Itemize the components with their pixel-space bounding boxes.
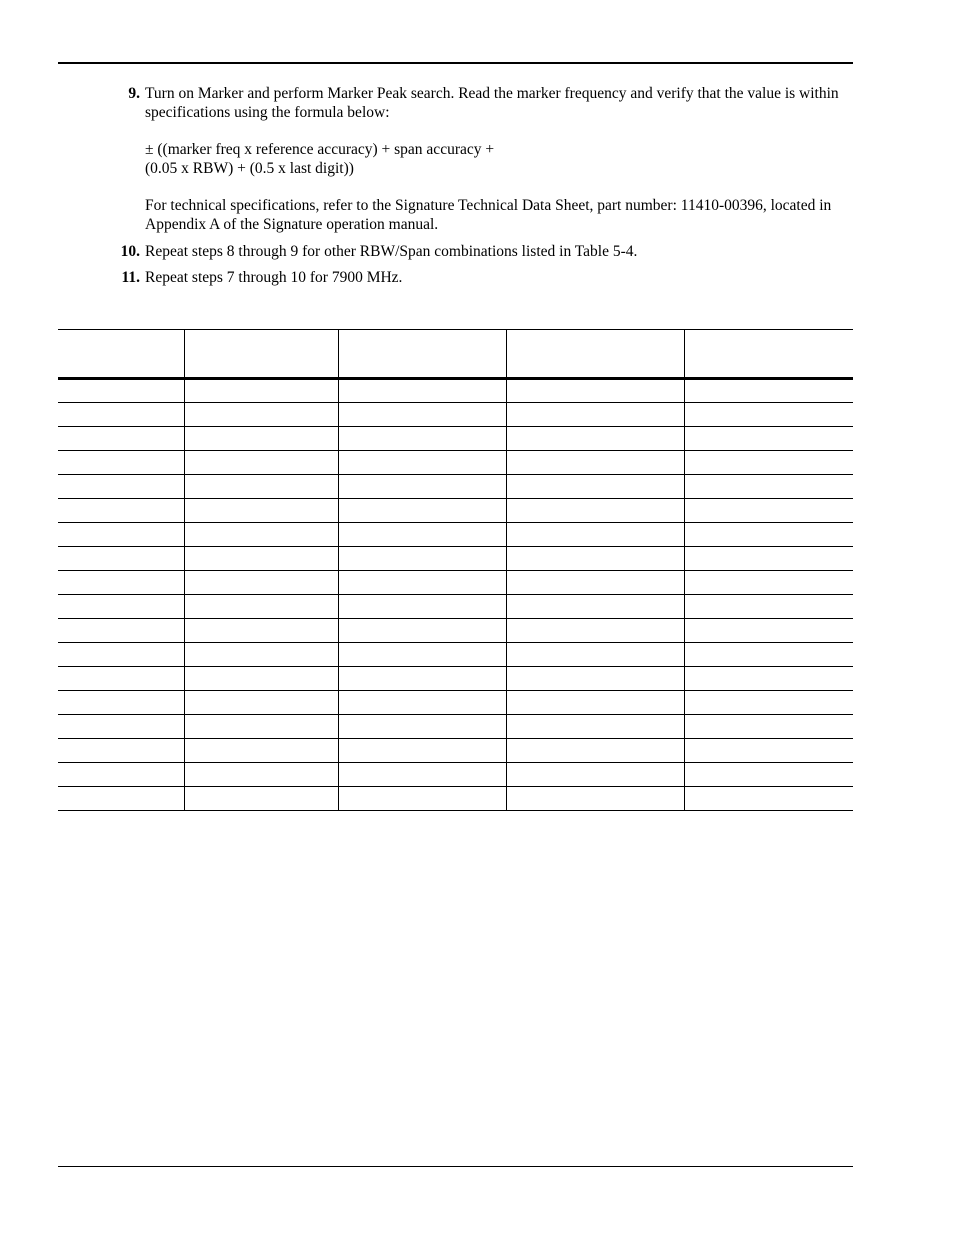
formula-line-2: (0.05 x RBW) + (0.5 x last digit)): [145, 160, 354, 177]
footer-rule: [58, 1166, 853, 1167]
table-cell: [58, 787, 184, 811]
step-9: [128, 84, 853, 122]
table-header-cell: [58, 330, 184, 379]
table-cell: [684, 619, 853, 643]
table-row: [58, 667, 853, 691]
table-row: [58, 451, 853, 475]
table-row: [58, 739, 853, 763]
specifications-note: For technical specifications, refer to the Signature Technical Data Sheet, part number: 11410-00396, located in Appendix A of the Signature operation manual.: [145, 197, 832, 233]
table-cell: [58, 763, 184, 787]
table-row: [58, 715, 853, 739]
table-cell: [684, 403, 853, 427]
table-cell: [506, 571, 684, 595]
table-cell: [684, 547, 853, 571]
table-cell: [338, 547, 506, 571]
table-cell: [338, 715, 506, 739]
table-cell: [684, 643, 853, 667]
table-cell: [58, 379, 184, 403]
table-row: [58, 763, 853, 787]
table-row: [58, 691, 853, 715]
table-cell: [506, 691, 684, 715]
table-header-cell: [338, 330, 506, 379]
table-cell: [338, 499, 506, 523]
table-cell: [338, 571, 506, 595]
table-cell: [58, 499, 184, 523]
table-cell: [184, 739, 338, 763]
table-cell: [58, 643, 184, 667]
table-row: [58, 787, 853, 811]
table-cell: [184, 715, 338, 739]
table-cell: [184, 571, 338, 595]
formula-line-1: ± ((marker freq x reference accuracy) + span accuracy +: [145, 141, 495, 158]
table-cell: [184, 667, 338, 691]
table-cell: [58, 691, 184, 715]
table-cell: [506, 499, 684, 523]
table-cell: [184, 595, 338, 619]
table-cell: [506, 427, 684, 451]
table-cell: [506, 763, 684, 787]
step-number: 9.: [128, 85, 140, 102]
header-rule: [58, 62, 853, 64]
table-row: [58, 595, 853, 619]
table-cell: [58, 667, 184, 691]
table-cell: [338, 691, 506, 715]
table-row: [58, 523, 853, 547]
table-cell: [684, 379, 853, 403]
table-row: [58, 475, 853, 499]
table-cell: [58, 547, 184, 571]
table-cell: [506, 787, 684, 811]
table-cell: [184, 379, 338, 403]
table-cell: [184, 499, 338, 523]
table-row: [58, 499, 853, 523]
table-cell: [684, 475, 853, 499]
table-cell: [684, 691, 853, 715]
table-cell: [338, 475, 506, 499]
table-cell: [506, 643, 684, 667]
table-cell: [684, 667, 853, 691]
table-cell: [184, 547, 338, 571]
step-number: 10.: [120, 243, 140, 260]
table-cell: [684, 571, 853, 595]
table-cell: [58, 451, 184, 475]
table-cell: [338, 763, 506, 787]
table-cell: [184, 451, 338, 475]
step-number: 11.: [121, 269, 140, 286]
table-cell: [184, 427, 338, 451]
table-cell: [506, 379, 684, 403]
table-cell: [184, 619, 338, 643]
step-text: Repeat steps 8 through 9 for other RBW/Span combinations listed in Table 5-4.: [145, 243, 638, 260]
table-cell: [338, 595, 506, 619]
table-cell: [184, 763, 338, 787]
table-cell: [58, 427, 184, 451]
table-cell: [58, 571, 184, 595]
table-cell: [506, 547, 684, 571]
table-cell: [684, 715, 853, 739]
table-cell: [58, 523, 184, 547]
table-cell: [506, 523, 684, 547]
table-cell: [506, 475, 684, 499]
table-row: [58, 427, 853, 451]
step-11: [121, 268, 853, 287]
table-cell: [684, 763, 853, 787]
table-cell: [58, 403, 184, 427]
table-header-cell: [184, 330, 338, 379]
table-cell: [684, 499, 853, 523]
step-text: Repeat steps 7 through 10 for 7900 MHz.: [145, 269, 403, 286]
table-cell: [338, 619, 506, 643]
table-cell: [338, 427, 506, 451]
table-cell: [338, 523, 506, 547]
table-cell: [684, 451, 853, 475]
table-cell: [58, 619, 184, 643]
step-10: [120, 242, 853, 261]
table-cell: [506, 619, 684, 643]
table-cell: [338, 451, 506, 475]
table-row: [58, 643, 853, 667]
table-cell: [184, 403, 338, 427]
table-body: [58, 379, 853, 811]
table-cell: [506, 403, 684, 427]
table-cell: [506, 739, 684, 763]
table-cell: [684, 787, 853, 811]
table-cell: [338, 379, 506, 403]
table-cell: [338, 667, 506, 691]
table-cell: [184, 523, 338, 547]
results-table: [58, 329, 853, 811]
table-cell: [684, 427, 853, 451]
table-cell: [338, 739, 506, 763]
table-header-cell: [506, 330, 684, 379]
table-cell: [506, 667, 684, 691]
table-cell: [338, 643, 506, 667]
table-cell: [58, 715, 184, 739]
table-row: [58, 547, 853, 571]
step-text: Turn on Marker and perform Marker Peak search. Read the marker frequency and verify that the value is within specifications using the formula below:: [145, 85, 839, 121]
table-row: [58, 379, 853, 403]
table-cell: [184, 787, 338, 811]
table-cell: [338, 787, 506, 811]
table-row: [58, 619, 853, 643]
table-cell: [506, 715, 684, 739]
table-cell: [684, 595, 853, 619]
table-cell: [184, 691, 338, 715]
formula: [145, 140, 853, 178]
table-header: [58, 330, 853, 379]
table-cell: [506, 595, 684, 619]
table-cell: [58, 595, 184, 619]
table-cell: [184, 475, 338, 499]
table-header-row: [58, 330, 853, 379]
table-cell: [58, 739, 184, 763]
table-cell: [506, 451, 684, 475]
table-row: [58, 403, 853, 427]
table-cell: [684, 523, 853, 547]
table-cell: [338, 403, 506, 427]
table-cell: [184, 643, 338, 667]
table-cell: [58, 475, 184, 499]
table-cell: [684, 739, 853, 763]
table-row: [58, 571, 853, 595]
table-header-cell: [684, 330, 853, 379]
